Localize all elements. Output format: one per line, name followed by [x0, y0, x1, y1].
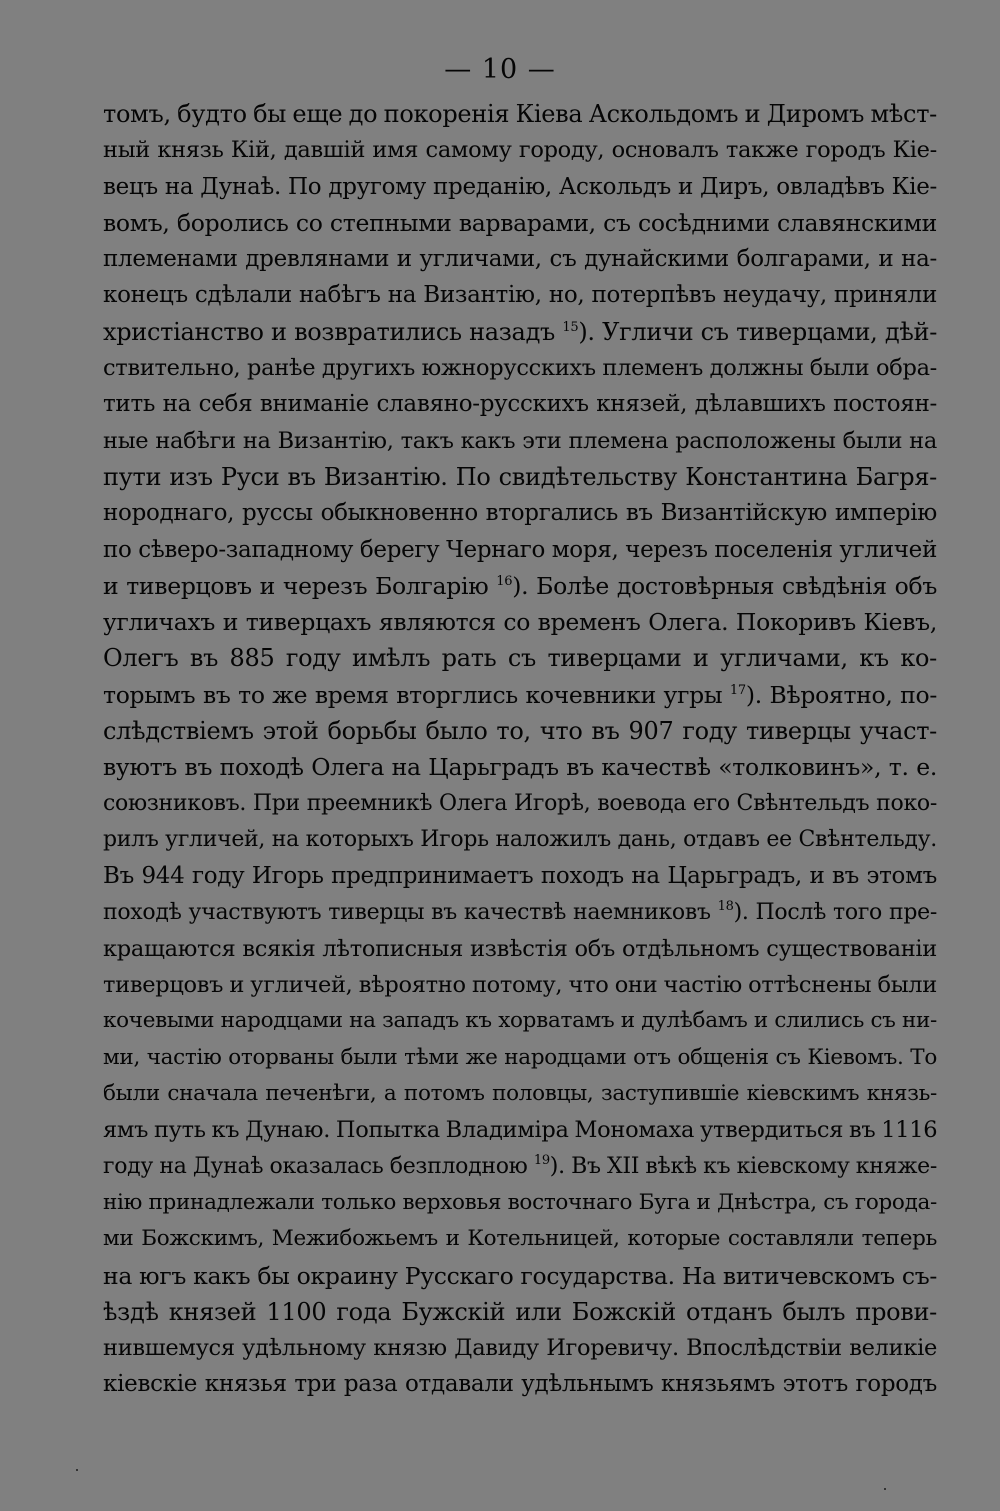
- line-text: томъ, будто бы еще до покоренія Кіева Аскольдомъ и Диромъ мѣст-: [103, 100, 937, 128]
- footnote-ref: 15: [562, 319, 579, 335]
- line-text: союзниковъ. При преемникѣ Олега Игорѣ, воевода его Свѣнтельдъ поко-: [103, 790, 937, 816]
- line-text: походѣ участвуютъ тиверцы въ качествѣ наемниковъ: [103, 899, 711, 925]
- text-line: [103, 604, 937, 640]
- line-text: и тиверцовъ и черезъ Болгарію: [103, 571, 489, 600]
- text-line: [103, 1149, 937, 1185]
- line-text: на югъ какъ бы окраину Русскаго государства. На витичевскомъ съ-: [103, 1261, 937, 1290]
- paper-speck: [76, 1469, 78, 1471]
- line-text: слѣдствіемъ этой борьбы было то, что въ 907 году тиверцы участ-: [103, 717, 937, 746]
- line-text: торымъ въ то же время вторглись кочевники угры: [103, 680, 723, 709]
- line-text-continued: ). Угличи съ тиверцами, дѣй-: [578, 317, 937, 346]
- text-line: [103, 568, 937, 604]
- text-line: [103, 386, 937, 422]
- line-text-continued: ). Въ XII вѣкѣ къ кіевскому княже-: [549, 1153, 937, 1179]
- text-line: [103, 1258, 937, 1294]
- text-line: [103, 1040, 937, 1076]
- text-line: [103, 1294, 937, 1330]
- line-text: вецъ на Дунаѣ. По другому преданію, Аскольдъ и Диръ, овладѣвъ Кіе-: [103, 173, 937, 200]
- line-text: угличахъ и тиверцахъ являются со временъ Олега. Покоривъ Кіевъ,: [103, 608, 937, 637]
- text-line: [103, 1330, 937, 1366]
- line-text: Олегъ въ 885 году имѣлъ рать съ тиверцами и угличами, къ ко-: [103, 644, 937, 673]
- text-line: [103, 277, 937, 313]
- footnote-ref: 19: [533, 1152, 550, 1168]
- text-line: [103, 822, 937, 858]
- line-text: ные набѣги на Византію, такъ какъ эти племена расположены были на: [103, 427, 937, 454]
- line-text: тиверцовъ и угличей, вѣроятно потому, что они частію оттѣснены были: [103, 972, 937, 999]
- line-text: году на Дунаѣ оказалась безплодною: [103, 1153, 528, 1179]
- line-text: нороднаго, руссы обыкновенно вторгались въ Византійскую имперію: [103, 500, 937, 527]
- body-text: [103, 96, 937, 1403]
- footnote-ref: 18: [717, 898, 734, 914]
- text-line: [103, 423, 937, 459]
- text-line: [103, 1076, 937, 1112]
- text-line: [103, 1221, 937, 1257]
- line-text: нію принадлежали только верховья восточнаго Буга и Днѣстра, съ города-: [103, 1189, 937, 1215]
- line-text: ный князь Кій, давшій имя самому городу, основалъ также городъ Кіе-: [103, 137, 937, 164]
- text-line: [103, 350, 937, 386]
- text-line: [103, 1185, 937, 1221]
- text-line: [103, 314, 937, 350]
- line-text: конецъ сдѣлали набѣгъ на Византію, но, потерпѣвъ неудачу, приняли: [103, 282, 937, 309]
- line-text: нившемуся удѣльному князю Давиду Игоревичу. Впослѣдствіи великіе: [103, 1335, 937, 1362]
- line-text: кращаются всякія лѣтописныя извѣстія объ отдѣльномъ существованіи: [103, 935, 937, 962]
- text-line: [103, 1003, 937, 1039]
- line-text: рилъ угличей, на которыхъ Игорь наложилъ дань, отдавъ ее Свѣнтельду.: [103, 826, 937, 852]
- text-line: [103, 169, 937, 205]
- line-text: тить на себя вниманіе славяно-русскихъ князей, дѣлавшихъ постоян-: [103, 391, 937, 418]
- line-text-continued: ). Вѣроятно, по-: [745, 680, 937, 709]
- line-text: пути изъ Руси въ Византію. По свидѣтельству Константина Багря-: [103, 462, 937, 491]
- text-line: [103, 241, 937, 277]
- footnote-ref: 16: [496, 573, 513, 589]
- line-text: по сѣверо-западному берегу Чернаго моря, черезъ поселенія угличей: [103, 536, 937, 563]
- text-line: [103, 532, 937, 568]
- line-text: ствительно, ранѣе другихъ южнорусскихъ племенъ должны были обра-: [103, 355, 937, 382]
- line-text: ѣздѣ князей 1100 года Бужскій или Божскій отданъ былъ прови-: [103, 1297, 937, 1326]
- text-line: [103, 931, 937, 967]
- text-line: [103, 205, 937, 241]
- text-line: [103, 858, 937, 894]
- line-text: кіевскіе князья три раза отдавали удѣльнымъ князьямъ этотъ городъ: [103, 1371, 937, 1398]
- text-line: [103, 967, 937, 1003]
- text-line: [103, 640, 937, 676]
- line-text: вомъ, боролись со степными варварами, съ сосѣдними славянскими: [103, 208, 937, 237]
- page-number: — 10 —: [444, 54, 556, 85]
- line-text: вуютъ въ походѣ Олега на Царьградъ въ качествѣ «толковинъ», т. е.: [103, 753, 937, 782]
- text-line: [103, 786, 937, 822]
- text-line: [103, 96, 937, 132]
- paper-speck: [884, 1488, 886, 1490]
- line-text: Въ 944 году Игорь предпринимаетъ походъ на Царьградъ, и въ этомъ: [103, 863, 937, 890]
- line-text: христіанство и возвратились назадъ: [103, 317, 556, 346]
- text-line: [103, 895, 937, 931]
- text-line: [103, 132, 937, 168]
- line-text: кочевыми народцами на западъ къ хорватамъ и дулѣбамъ и слились съ ни-: [103, 1008, 937, 1034]
- footnote-ref: 17: [729, 682, 746, 698]
- text-line: [103, 713, 937, 749]
- text-line: [103, 459, 937, 495]
- text-line: [103, 1112, 937, 1148]
- line-text: ми, частію оторваны были тѣми же народцами отъ общенія съ Кіевомъ. То: [103, 1044, 937, 1070]
- text-line: [103, 677, 937, 713]
- line-text: ямъ путь къ Дунаю. Попытка Владиміра Мономаха утвердиться въ 1116: [103, 1117, 937, 1144]
- text-line: [103, 495, 937, 531]
- line-text: племенами древлянами и угличами, съ дунайскими болгарами, и на-: [103, 246, 937, 273]
- line-text-continued: ). Болѣе достовѣрныя свѣдѣнія объ: [512, 571, 937, 600]
- line-text: ми Божскимъ, Межибожьемъ и Котельницей, которые составляли теперь: [103, 1226, 937, 1252]
- text-line: [103, 749, 937, 785]
- text-line: [103, 1366, 937, 1402]
- line-text: были сначала печенѣги, а потомъ половцы, заступившіе кіевскимъ князь-: [103, 1081, 937, 1107]
- line-text-continued: ). Послѣ того пре-: [733, 899, 937, 925]
